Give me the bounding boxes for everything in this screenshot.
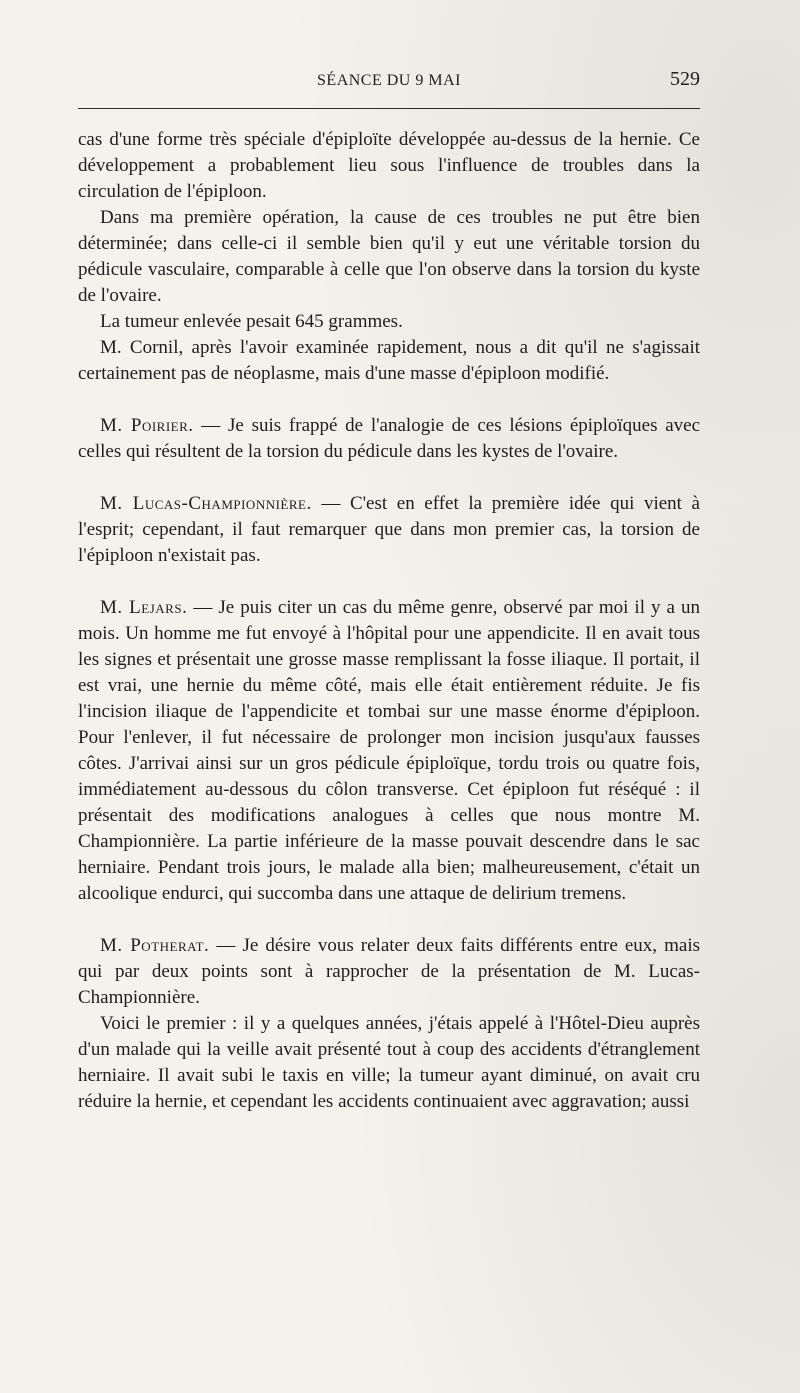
paragraph-text: La tumeur enlevée pesait 645 grammes. <box>100 311 403 332</box>
paragraph-1 <box>78 127 700 205</box>
paragraph-text: — Je suis frappé de l'analogie de ces lésions épiploïques avec celles qui résultent de la torsion du pédicule dans les kystes de l'ovaire. <box>78 415 701 462</box>
paragraph-text: — C'est en effet la première idée qui vient à l'esprit; cependant, il faut remarquer que dans mon premier cas, la torsion de l'épiploon n'existait pas. <box>78 493 700 566</box>
header-rule <box>78 108 700 109</box>
paragraph-potherat-case <box>78 1011 700 1115</box>
paragraph-text: Voici le premier : il y a quelques années, j'étais appelé à l'Hôtel-Dieu auprès d'un malade qui la veille avait présenté tout à coup des accidents d'étranglement herniaire. Il avait subi le taxis en ville; la tumeur ayant diminué, on avait cru réduire la hernie, et cependant les accidents continuaient avec aggravation; aussi <box>78 1013 700 1112</box>
speaker-name: M. Poirier. <box>100 415 194 436</box>
page-number: 529 <box>670 68 700 90</box>
body-text <box>78 127 700 1115</box>
paragraph-4 <box>78 335 700 387</box>
paragraph-text: cas d'une forme très spéciale d'épiploïte développée au-dessus de la hernie. Ce développement a probablement lieu sous l'influence de troubles dans la circulation de l'épiploon. <box>78 129 700 202</box>
paragraph-text: — Je désire vous relater deux faits différents entre eux, mais qui par deux points sont à rapprocher de la présentation de M. Lucas-Championnière. <box>78 935 700 1008</box>
paragraph-lejars <box>78 595 700 907</box>
paragraph-text: M. Cornil, après l'avoir examinée rapidement, nous a dit qu'il ne s'agissait certainement pas de néoplasme, mais d'une masse d'épiploon modifié. <box>78 337 700 384</box>
paragraph-2 <box>78 205 700 309</box>
paragraph-text: — Je puis citer un cas du même genre, observé par moi il y a un mois. Un homme me fut envoyé à l'hôpital pour une appendicite. Il en avait tous les signes et présentait une grosse masse remplissant la fosse iliaque. Il portait, il est vrai, une hernie du même côté, mais elle était entièrement réduite. Je fis l'incision iliaque de l'appendicite et tombai sur une masse énorme d'épiploon. Pour l'enlever, il fut nécessaire de prolonger mon incision jusqu'aux fausses côtes. J'arrivai ainsi sur un gros pédicule épiploïque, tordu trois ou quatre fois, immédiatement au-dessous du côlon transverse. Cet épiploon fut réséqué : il présentait des modifications analogues à celles que nous montre M. Championnière. La partie inférieure de la masse pouvait descendre dans le sac herniaire. Pendant trois jours, le malade alla bien; malheureusement, c'était un alcoolique endurci, qui succomba dans une attaque de delirium tremens. <box>78 597 700 904</box>
speaker-name: M. Potherat. <box>100 935 210 956</box>
speaker-name: M. Lejars. <box>100 597 188 618</box>
speaker-name: M. Lucas-Championnière. <box>100 493 312 514</box>
paragraph-poirier <box>78 413 700 465</box>
running-head <box>78 66 700 96</box>
running-title: SÉANCE DU 9 MAI <box>317 72 461 89</box>
paragraph-lucas-championniere <box>78 491 700 569</box>
paragraph-text: Dans ma première opération, la cause de ces troubles ne put être bien déterminée; dans celle-ci il semble bien qu'il y eut une véritable torsion du pédicule vasculaire, comparable à celle que l'on observe dans la torsion du kyste de l'ovaire. <box>78 207 700 306</box>
paragraph-potherat <box>78 933 700 1011</box>
paragraph-3 <box>78 309 700 335</box>
